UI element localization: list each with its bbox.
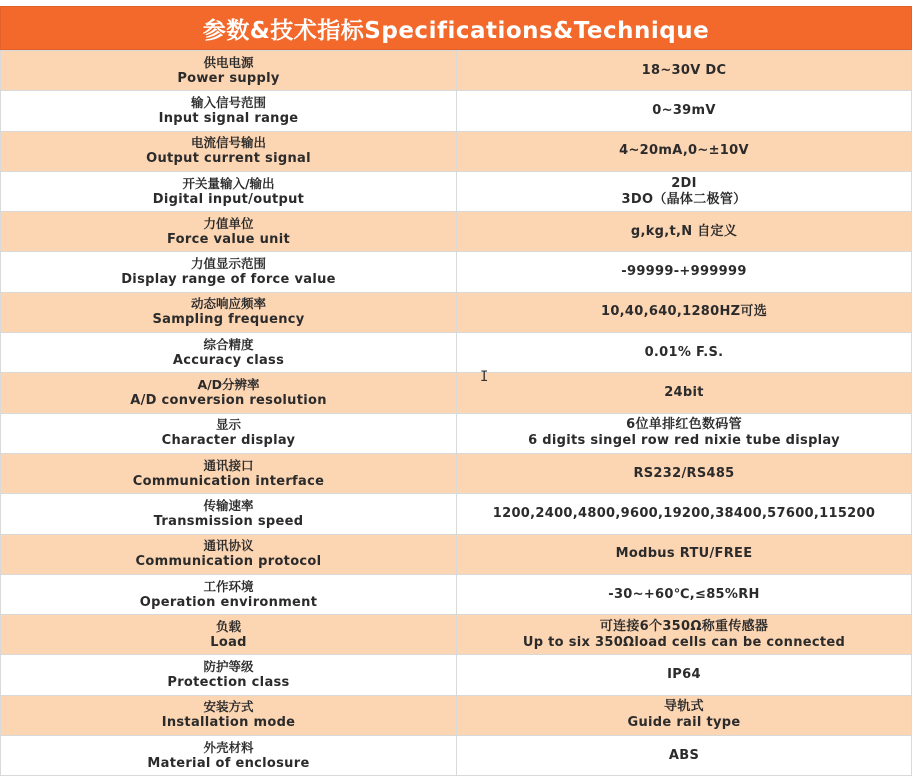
value-line-1: g,kg,t,N 自定义	[630, 223, 738, 239]
label-en: Output current signal	[146, 151, 311, 167]
table-row	[1, 373, 912, 413]
table-row	[1, 212, 912, 252]
value-line-1: IP64	[667, 667, 701, 683]
row-value	[457, 655, 912, 695]
value-line-1: ABS	[668, 747, 700, 763]
row-label	[1, 574, 457, 614]
label-cn: A/D分辨率	[197, 377, 260, 393]
table-row	[1, 615, 912, 655]
row-label	[1, 413, 457, 453]
row-label	[1, 453, 457, 493]
label-cn: 力值单位	[203, 215, 254, 231]
label-cn: 防护等级	[203, 659, 254, 675]
text-cursor-icon: I	[480, 369, 489, 385]
row-label	[1, 333, 457, 373]
spec-table-body	[1, 51, 912, 776]
spec-sheet	[0, 6, 912, 776]
row-value	[457, 695, 912, 735]
row-label	[1, 212, 457, 252]
label-cn: 供电电源	[203, 54, 254, 70]
row-value	[457, 574, 912, 614]
row-value	[457, 534, 912, 574]
label-en: Sampling frequency	[152, 312, 305, 328]
label-en: Material of enclosure	[147, 755, 310, 771]
label-cn: 工作环境	[203, 578, 254, 594]
label-en: Communication protocol	[135, 554, 322, 570]
row-label	[1, 494, 457, 534]
table-row	[1, 413, 912, 453]
value-line-1: 1200,2400,4800,9600,19200,38400,57600,115200	[492, 505, 876, 521]
table-row	[1, 91, 912, 131]
value-line-1: 18~30V DC	[641, 62, 727, 78]
row-value	[457, 51, 912, 91]
label-en: Installation mode	[161, 715, 296, 731]
table-row	[1, 655, 912, 695]
table-row	[1, 534, 912, 574]
row-value	[457, 252, 912, 292]
label-cn: 电流信号输出	[190, 135, 266, 151]
value-line-1: -30~+60℃,≤85%RH	[608, 586, 760, 602]
spec-title: 参数&技术指标Specifications&Technique	[0, 6, 912, 50]
row-label	[1, 171, 457, 211]
row-value	[457, 453, 912, 493]
table-row	[1, 131, 912, 171]
table-row	[1, 51, 912, 91]
label-en: Transmission speed	[153, 513, 304, 529]
row-value	[457, 615, 912, 655]
value-line-2: Guide rail type	[627, 715, 741, 731]
row-value	[457, 131, 912, 171]
table-row	[1, 292, 912, 332]
row-label	[1, 252, 457, 292]
row-value	[457, 292, 912, 332]
label-en: Input signal range	[158, 110, 299, 126]
value-line-2: 3DO（晶体二极管）	[621, 191, 747, 207]
value-line-1: 6位单排红色数码管	[626, 417, 742, 433]
value-line-1: 0.01% F.S.	[644, 344, 724, 360]
label-cn: 显示	[215, 417, 241, 433]
label-en: Operation environment	[139, 594, 318, 610]
value-line-1: 10,40,640,1280HZ可选	[600, 304, 768, 320]
label-cn: 通讯接口	[203, 457, 254, 473]
label-en: Force value unit	[166, 231, 291, 247]
label-cn: 通讯协议	[203, 538, 254, 554]
label-en: Accuracy class	[172, 352, 285, 368]
row-value	[457, 494, 912, 534]
label-en: Digital input/output	[152, 191, 305, 207]
label-en: Load	[210, 634, 247, 650]
value-line-1: Modbus RTU/FREE	[615, 546, 753, 562]
value-line-1: RS232/RS485	[633, 465, 735, 481]
row-label	[1, 534, 457, 574]
label-cn: 负载	[215, 618, 241, 634]
label-en: Display range of force value	[121, 272, 336, 288]
label-cn: 外壳材料	[203, 739, 254, 755]
label-cn: 综合精度	[203, 336, 254, 352]
row-value	[457, 212, 912, 252]
label-en: Character display	[161, 433, 296, 449]
table-row	[1, 333, 912, 373]
row-value	[457, 91, 912, 131]
table-row	[1, 171, 912, 211]
value-line-1: 导轨式	[664, 699, 704, 715]
label-cn: 开关量输入/输出	[182, 175, 275, 191]
row-label	[1, 91, 457, 131]
row-label	[1, 292, 457, 332]
value-line-2: 6 digits singel row red nixie tube display	[528, 433, 840, 449]
row-label	[1, 615, 457, 655]
label-cn: 输入信号范围	[190, 94, 266, 110]
value-line-1: 0~39mV	[652, 102, 716, 118]
row-label	[1, 655, 457, 695]
label-cn: 力值显示范围	[190, 256, 266, 272]
value-line-1: -99999-+999999	[621, 264, 747, 280]
label-en: Power supply	[177, 70, 280, 86]
table-row	[1, 453, 912, 493]
row-label	[1, 695, 457, 735]
value-line-2: Up to six 350Ωload cells can be connected	[522, 634, 846, 650]
label-cn: 动态响应频率	[190, 296, 266, 312]
row-label	[1, 373, 457, 413]
label-en: A/D conversion resolution	[130, 393, 327, 409]
value-line-1: 2DI	[671, 175, 697, 191]
table-row	[1, 574, 912, 614]
row-label	[1, 736, 457, 776]
row-value	[457, 373, 912, 413]
label-cn: 安装方式	[203, 699, 254, 715]
row-label	[1, 51, 457, 91]
value-line-1: 4~20mA,0~±10V	[619, 143, 749, 159]
row-value	[457, 736, 912, 776]
label-en: Communication interface	[132, 473, 325, 489]
label-en: Protection class	[167, 675, 290, 691]
label-cn: 传输速率	[203, 497, 254, 513]
row-label	[1, 131, 457, 171]
value-line-1: 24bit	[664, 385, 704, 401]
row-value	[457, 171, 912, 211]
table-row	[1, 494, 912, 534]
spec-table	[0, 50, 912, 776]
table-row	[1, 252, 912, 292]
table-row	[1, 695, 912, 735]
value-line-1: 可连接6个350Ω称重传感器	[599, 618, 769, 634]
table-row	[1, 736, 912, 776]
row-value	[457, 333, 912, 373]
row-value	[457, 413, 912, 453]
